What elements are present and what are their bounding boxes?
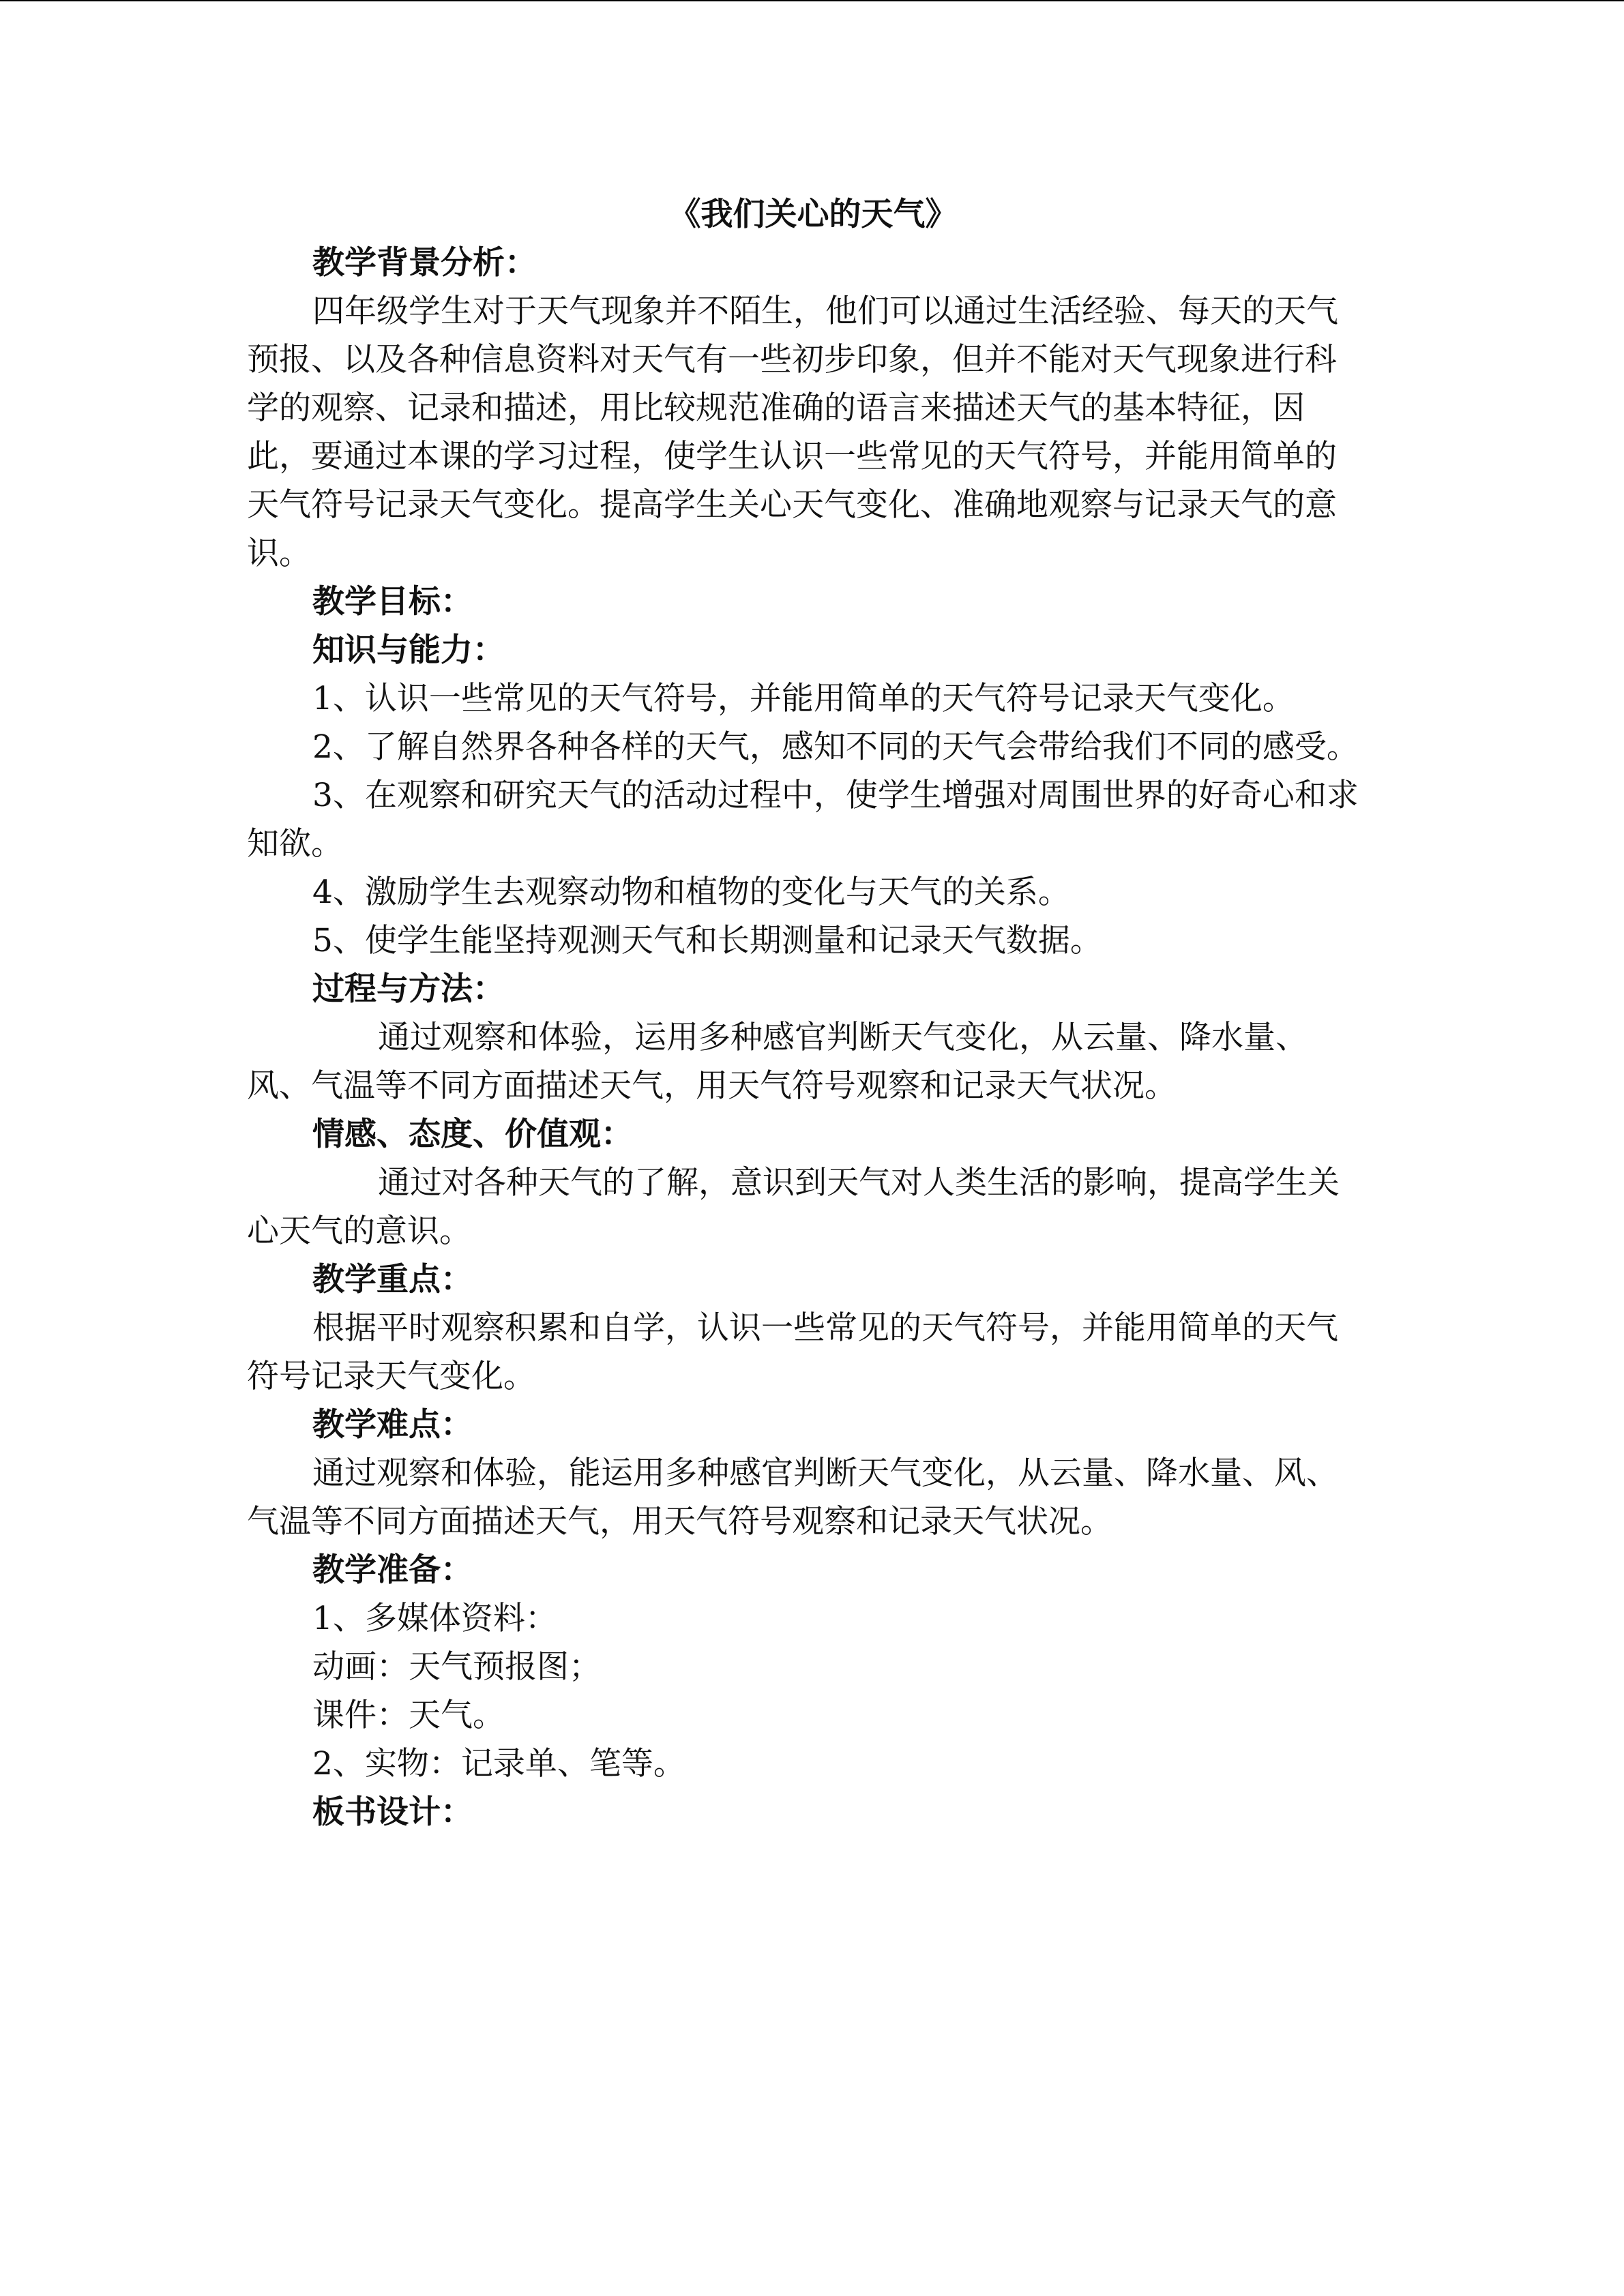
paragraph-line: 课件：天气。 [312,1697,505,1734]
paragraph-line: 1、多媒体资料： [312,1600,557,1637]
paragraph-line: 根据平时观察积累和自学，认识一些常见的天气符号，并能用简单的天气 [312,1309,1338,1347]
document-page [247,191,1379,1836]
section-heading: 过程与方法： [312,970,505,1008]
paragraph-line: 风、气温等不同方面描述天气，用天气符号观察和记录天气状况。 [247,1067,1177,1105]
paragraph-line: 学的观察、记录和描述，用比较规范准确的语言来描述天气的基本特征，因 [247,389,1305,427]
paragraph-line: 通过观察和体验，运用多种感官判断天气变化，从云量、降水量、 [378,1019,1308,1056]
page-top-border [0,0,1624,1]
paragraph-line: 符号记录天气变化。 [247,1358,535,1395]
paragraph-line: 通过对各种天气的了解，意识到天气对人类生活的影响，提高学生关 [378,1164,1340,1202]
section-heading: 教学目标： [312,583,473,621]
paragraph-line: 2、实物：记录单、笔等。 [312,1745,685,1783]
paragraph-line: 识。 [247,535,311,572]
paragraph-line: 知欲。 [247,825,343,863]
paragraph-line: 气温等不同方面描述天气，用天气符号观察和记录天气状况。 [247,1503,1112,1540]
paragraph-line: 天气符号记录天气变化。提高学生关心天气变化、准确地观察与记录天气的意 [247,486,1337,524]
section-heading: 知识与能力： [312,631,505,669]
paragraph-line: 心天气的意识。 [247,1212,471,1250]
paragraph-line: 通过观察和体验，能运用多种感官判断天气变化，从云量、降水量、风、 [312,1455,1338,1492]
paragraph-line: 3、在观察和研究天气的活动过程中，使学生增强对周围世界的好奇心和求 [312,777,1359,814]
document-title: 《我们关心的天气》 [668,196,958,233]
section-heading: 情感、态度、价值观： [312,1116,633,1153]
paragraph-line: 预报、以及各种信息资料对天气有一些初步印象，但并不能对天气现象进行科 [247,341,1337,378]
section-heading: 教学准备： [312,1551,473,1589]
paragraph-line: 4、激励学生去观察动物和植物的变化与天气的关系。 [312,874,1070,911]
paragraph-line: 5、使学生能坚持观测天气和长期测量和记录天气数据。 [312,922,1102,959]
document-body [247,239,1379,1836]
section-heading: 板书设计： [312,1793,473,1831]
paragraph-line: 四年级学生对于天气现象并不陌生，他们可以通过生活经验、每天的天气 [312,293,1338,330]
section-heading: 教学背景分析： [312,244,537,282]
paragraph-line: 2、了解自然界各种各样的天气，感知不同的天气会带给我们不同的感受。 [312,728,1359,766]
section-heading: 教学重点： [312,1261,473,1298]
paragraph-line: 1、认识一些常见的天气符号，并能用简单的天气符号记录天气变化。 [312,680,1295,717]
paragraph-line: 此，要通过本课的学习过程，使学生认识一些常见的天气符号，并能用简单的 [247,438,1337,475]
paragraph-line: 动画：天气预报图； [312,1648,601,1686]
section-heading: 教学难点： [312,1406,473,1444]
